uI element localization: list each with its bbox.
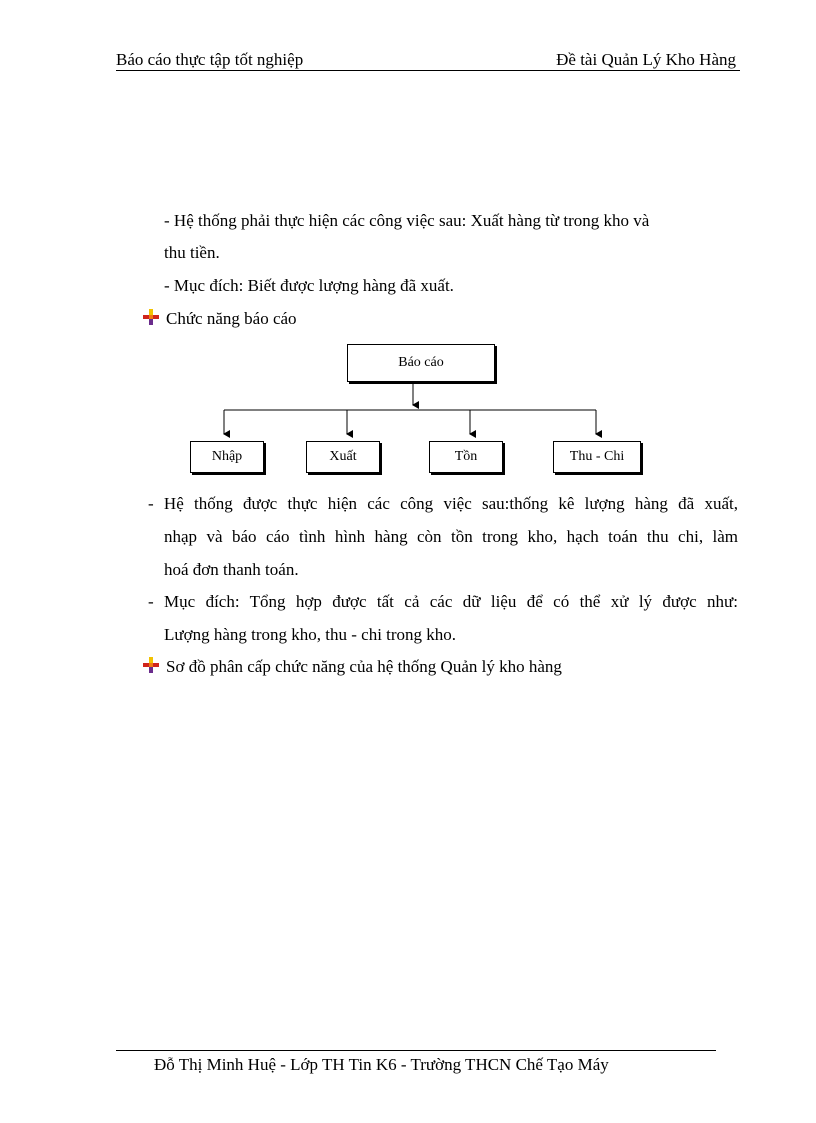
footer-divider	[116, 1050, 716, 1051]
report-function-heading: Chức năng báo cáo	[166, 309, 297, 328]
page-footer: Đỗ Thị Minh Huệ - Lớp TH Tin K6 - Trường THCN Chế Tạo Máy	[154, 1055, 609, 1074]
diagram-box-thu-chi: Thu - Chi	[553, 441, 641, 473]
hierarchy-heading: Sơ đồ phân cấp chức năng của hệ thống Quản lý kho hàng	[166, 657, 562, 676]
cross-bullet-icon	[142, 308, 160, 326]
diagram-box-nhap: Nhập	[190, 441, 264, 473]
diagram-box-ton: Tồn	[429, 441, 503, 473]
report-desc-line-3: hoá đơn thanh toán.	[164, 560, 299, 579]
export-task-line-1: - Hệ thống phải thực hiện các công việc sau: Xuất hàng từ trong kho và	[164, 211, 650, 230]
report-desc-line-2: nhạp và báo cáo tình hình hàng còn tồn trong kho, hạch toán thu chi, làm	[164, 527, 738, 546]
header-right-title: Đề tài Quản Lý Kho Hàng	[556, 50, 736, 69]
diagram-root-box: Báo cáo	[347, 344, 495, 382]
export-purpose: - Mục đích: Biết được lượng hàng đã xuất.	[164, 276, 454, 295]
export-task-line-2: thu tiền.	[164, 243, 220, 262]
header-left-title: Báo cáo thực tập tốt nghiệp	[116, 50, 304, 69]
page-header	[116, 48, 740, 71]
report-purpose-line-2: Lượng hàng trong kho, thu - chi trong kho.	[164, 625, 457, 644]
cross-bullet-icon	[142, 656, 160, 674]
report-desc-line-1: - Hệ thống được thực hiện các công việc sau:thống kê lượng hàng đã xuất,	[148, 494, 738, 513]
diagram-box-xuat: Xuất	[306, 441, 380, 473]
report-purpose-line-1: - Mục đích: Tổng hợp được tất cả các dữ liệu để có thể xử lý được như:	[148, 592, 738, 611]
